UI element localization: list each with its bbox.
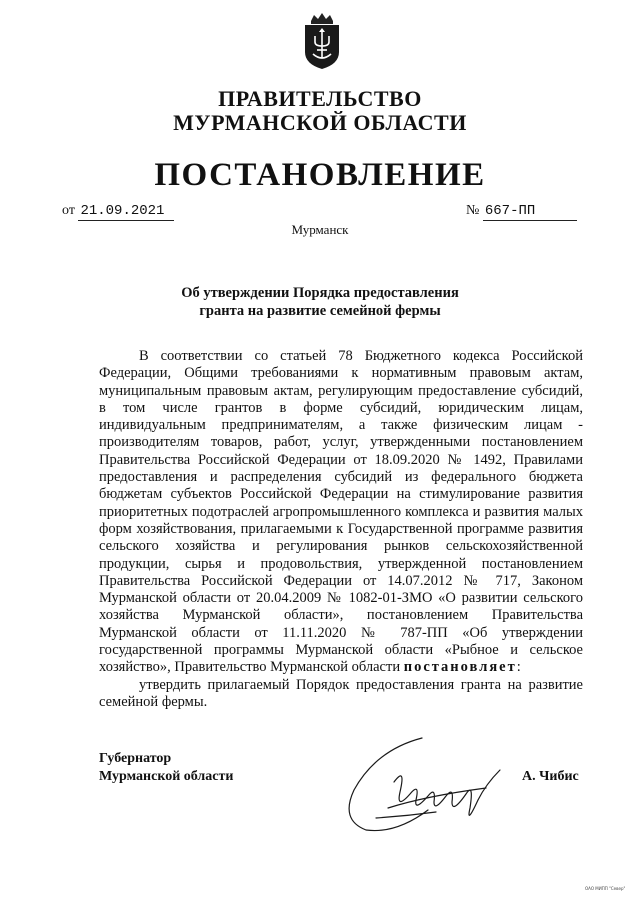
handwritten-signature <box>336 730 506 840</box>
org-name-line1: ПРАВИТЕЛЬСТВО <box>218 86 422 111</box>
date-prefix: от <box>62 203 75 218</box>
position-line2: Мурманской области <box>99 769 234 784</box>
document-title-line2: гранта на развитие семейной фермы <box>199 303 441 319</box>
body-paragraph: утвердить прилагаемый Порядок предоставления гранта на развитие семейной фермы. <box>99 676 583 710</box>
city: Мурманск <box>291 222 349 237</box>
date-value: 21.09.2021 <box>78 202 174 221</box>
printer-mark: ОАО МИПП "Север" <box>585 886 626 891</box>
position-line1: Губернатор <box>99 751 172 766</box>
number-value: 667-ПП <box>483 202 577 221</box>
body-paragraph <box>99 348 583 677</box>
signatory-name: А. Чибис <box>522 769 579 784</box>
document-number <box>466 202 577 221</box>
resolves-word: постановляет <box>403 659 517 676</box>
document-type: ПОСТАНОВЛЕНИЕ <box>154 157 486 193</box>
document-body <box>99 348 583 711</box>
org-name-line2: МУРМАНСКОЙ ОБЛАСТИ <box>173 110 467 135</box>
document-date <box>62 202 174 221</box>
paragraph-1-text: В соответствии со статьей 78 Бюджетного кодекса Российской Федерации, Общими требованиями к нормативным правовым актам, муниципальным правовым актам, регулирующим предоставление субсидий, в том числе грантов в форме субсидий, юридическим лицам, индивидуальным предпринимателям, а также физическим лицам - производителям товаров, работ, услуг, утвержденными постановлением Правительства Российской Федерации от 18.09.2020 № 1492, Правилами предоставления и распределения субсидий из федерального бюджета бюджетам субъектов Российской Федерации на стимулирование развития приоритетных подотраслей агропромышленного комплекса и развития малых форм хозяйствования, прилагаемыми к Государственной программе развития сельского хозяйства и регулирования рынков сельскохозяйственной продукции, сырья и продовольствия, утвержденной постановлением Правительства Российской Федерации от 14.07.2012 № 717, Законом Мурманской области от 20.04.2009 № 1082-01-ЗМО «О развитии сельского хозяйства Мурманской области», постановлением Правительства Мурманской области от 11.11.2020 № 787-ПП «Об утверждении государственной программы Мурманской области «Рыбное и сельское хозяйство», Правительство Мурманской области <box>99 348 583 676</box>
coat-of-arms-icon <box>302 12 342 70</box>
resolves-suffix: : <box>516 659 521 676</box>
number-prefix: № <box>466 203 480 218</box>
signatory-position <box>99 750 233 786</box>
document-title-line1: Об утверждении Порядка предоставления <box>181 285 459 301</box>
